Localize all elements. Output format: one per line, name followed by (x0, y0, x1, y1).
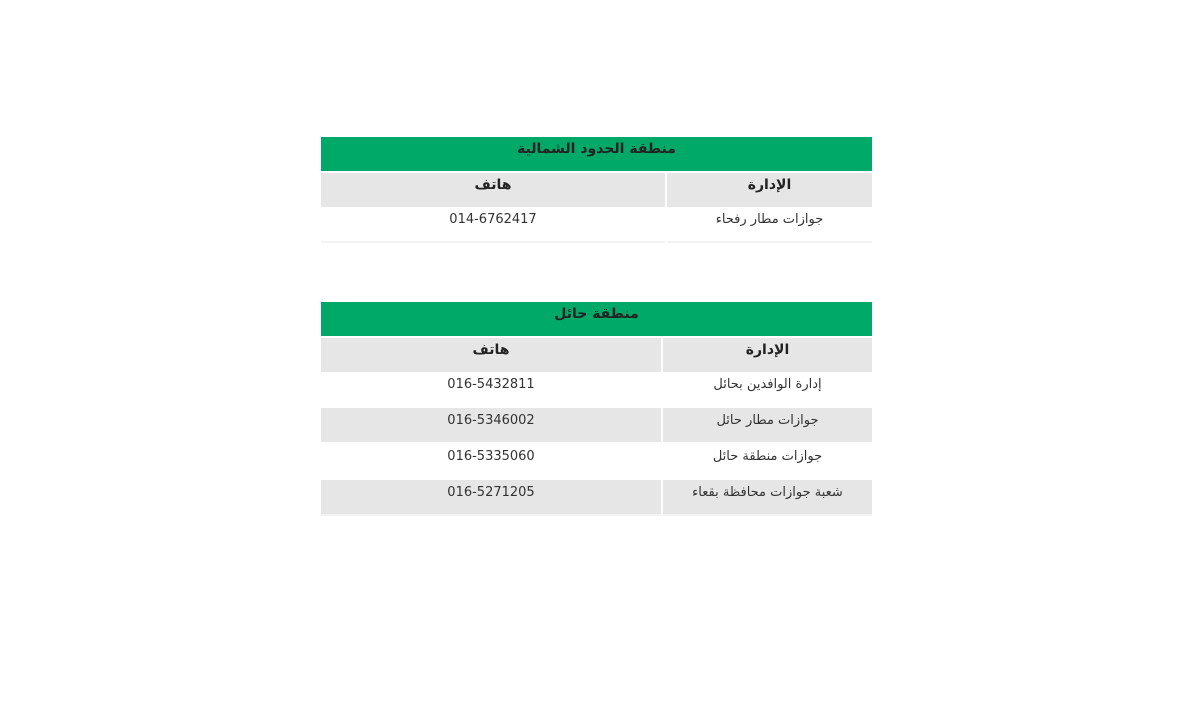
hail-region-table (321, 302, 872, 516)
department-cell: جوازات منطقة حائل (662, 443, 872, 479)
region-title: منطقة حائل (321, 302, 872, 337)
table-title-row (321, 137, 872, 172)
northern-borders-table (321, 137, 872, 243)
phone-cell: 016-5346002 (321, 407, 662, 443)
phone-cell: 016-5432811 (321, 372, 662, 407)
phone-cell: 016-5271205 (321, 479, 662, 515)
department-cell: إدارة الوافدين بحائل (662, 372, 872, 407)
phone-cell: 014-6762417 (321, 207, 666, 242)
department-column-header: الإدارة (662, 337, 872, 372)
table-row (321, 407, 872, 443)
table-header-row (321, 337, 872, 372)
phone-column-header: هاتف (321, 337, 662, 372)
table-row (321, 207, 872, 242)
table-title-row (321, 302, 872, 337)
phone-column-header: هاتف (321, 172, 666, 207)
table-header-row (321, 172, 872, 207)
phone-cell: 016-5335060 (321, 443, 662, 479)
table-row (321, 479, 872, 515)
department-cell: جوازات مطار حائل (662, 407, 872, 443)
department-cell: جوازات مطار رفحاء (666, 207, 872, 242)
table-row (321, 372, 872, 407)
department-cell: شعبة جوازات محافظة بقعاء (662, 479, 872, 515)
table-row (321, 443, 872, 479)
department-column-header: الإدارة (666, 172, 872, 207)
region-title: منطقة الحدود الشمالية (321, 137, 872, 172)
